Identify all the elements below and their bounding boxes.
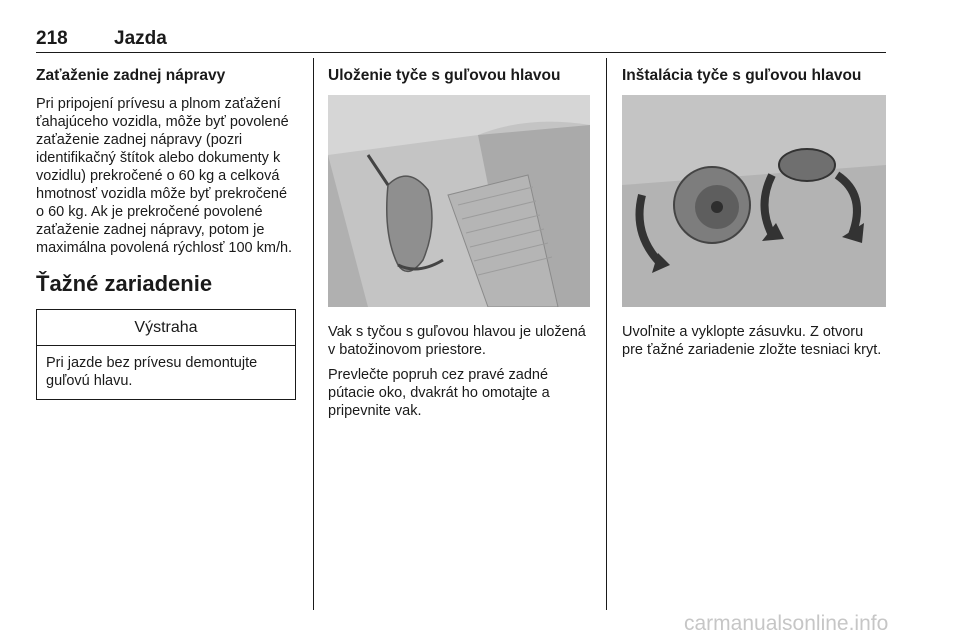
column-divider <box>313 58 314 610</box>
storage-paragraph-1: Vak s tyčou s guľovou hlavou je uložená v batožinovom priestore. <box>328 324 586 358</box>
rear-axle-paragraph: Pri pripojení prívesu a plnom zaťažení ťahajúceho vozidla, môže byť povolené zaťaženie zadnej nápravy (pozri identifikačný štítok alebo dokumenty k vozidlu) prekročené o 60 kg a celková hmotnosť vozidla môže byť prekročené o 60 kg. Ak je prekročené povolené zaťaženie zadnej nápravy, potom je maximálna povolená rýchlosť 100 km/h. <box>36 96 293 256</box>
chapter-title: Jazda <box>114 28 167 49</box>
section-heading-rear-axle: Zaťaženie zadnej nápravy <box>36 67 226 84</box>
column-rear-axle <box>36 66 298 400</box>
section-heading-install: Inštalácia tyče s guľovou hlavou <box>622 67 862 84</box>
storage-bag-illustration <box>328 95 590 307</box>
page-number: 218 <box>36 28 68 49</box>
column-storage <box>328 66 590 427</box>
storage-paragraph-2: Prevlečte popruh cez pravé zadné pútacie oko, dvakrát ho omotajte a pripevnite vak. <box>328 367 550 419</box>
page-header <box>36 28 886 53</box>
warning-text: Pri jazde bez prívesu demontujte guľovú hlavu. <box>46 355 258 389</box>
socket-illustration <box>622 95 886 307</box>
section-heading-storage: Uloženie tyče s guľovou hlavou <box>328 67 561 84</box>
section-title-towing: Ťažné zariadenie <box>36 271 213 296</box>
watermark: carmanualsonline.info <box>684 612 889 635</box>
column-install <box>622 66 886 366</box>
warning-body <box>37 346 295 399</box>
warning-title: Výstraha <box>37 310 295 346</box>
install-paragraph-1: Uvoľnite a vyklopte zásuvku. Z otvoru pre ťažné zariadenie zložte tesniaci kryt. <box>622 324 882 358</box>
column-divider <box>606 58 607 610</box>
warning-box <box>36 309 296 400</box>
